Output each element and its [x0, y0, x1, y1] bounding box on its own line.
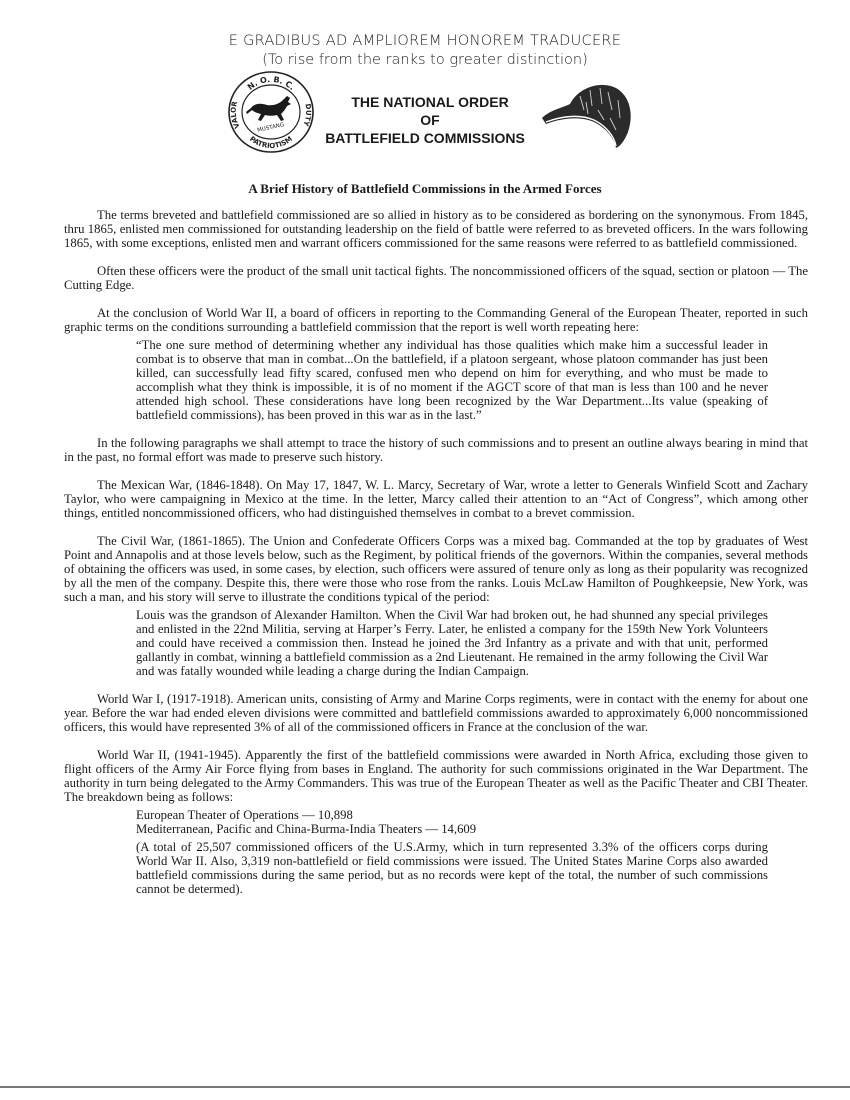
seal-right-text: DUTY	[301, 103, 313, 128]
quote-louis-hamilton: Louis was the grandson of Alexander Hamilton. When the Civil War had broken out, he had shunned any special privileges and enlisted in the 22nd Militia, serving at Harper’s Ferry. Later, he enlisted a company for the 159th New York Volunteers and could have received a commission then. Instead he joined the 3rd Infantry as a private and with that unit, performed gallantly in combat, winning a battlefield commission as a 2nd Lieutenant. He remained in the army following the Civil War and was fatally wounded while leading a charge during the Indian Campaign.	[136, 608, 768, 678]
document-title: A Brief History of Battlefield Commissions in the Armed Forces	[248, 181, 602, 196]
seal-inner-text: MUSTANG	[256, 122, 285, 134]
seal-top-text: N. O. B. C.	[245, 74, 297, 92]
page-bottom-rule	[0, 1086, 850, 1088]
paragraph-cutting-edge: Often these officers were the product of the small unit tactical fights. The noncommissioned officers of the squad, section or platoon — The Cutting Edge.	[64, 264, 808, 292]
motto-latin: E GRADIBUS AD AMPLIOREM HONOREM TRADUCERE	[228, 33, 622, 49]
paragraph-wwii: World War II, (1941-1945). Apparently the first of the battlefield commissions were awarded in North Africa, excluding those given to flight officers of the Army Air Force flying from bases in England. The authority for such commissions originated in the War Department. The authority in turn being delegated to the Army Commanders. This was true of the European Theater as well as the Pacific Theater and CBI Theater. The breakdown being as follows:	[64, 748, 808, 804]
breakdown-item: European Theater of Operations — 10,898	[136, 808, 353, 822]
org-title-line-1: THE NATIONAL ORDER	[351, 94, 509, 110]
paragraph-mexican-war: The Mexican War, (1846-1848). On May 17, 1847, W. L. Marcy, Secretary of War, wrote a letter to Generals Winfield Scott and Zachary Taylor, who were campaigning in Mexico at the time. In the letter, Marcy called their attention to an “Act of Congress”, which among other things, entitled noncommissioned officers, who had distinguished themselves in combat to a brevet commission.	[64, 478, 808, 520]
seal-left-text: VALOR	[229, 100, 242, 130]
helmet-icon	[540, 80, 635, 150]
org-title-line-2: OF	[420, 112, 440, 128]
breakdown-list	[136, 808, 768, 896]
paragraph-wwi: World War I, (1917-1918). American units, consisting of Army and Marine Corps regiments, were in contact with the enemy for about one year. Before the war had ended eleven divisions were committed and battlefield commissions awarded to approximately 6,000 noncommissioned officers, this would have represented 3% of all of the commissioned officers in France at the conclusion of the war.	[64, 692, 808, 734]
org-title-line-3: BATTLEFIELD COMMISSIONS	[325, 130, 525, 146]
motto-translation: (To rise from the ranks to greater distinction)	[262, 52, 588, 68]
paragraph-civil-war: The Civil War, (1861-1865). The Union and Confederate Officers Corps was a mixed bag. Commanded at the top by graduates of West Point and Annapolis and at those levels below, such as the Regiment, by political friends of the governors. Within the companies, several methods of obtaining the officers was used, in some cases, by election, such officers were assured of tenure only as long as their popularity was recognized by all the men of the company. Despite this, there were those who rose from the ranks. Louis McLaw Hamilton of Poughkeepsie, New York, was such a man, and his story will serve to illustrate the conditions typical of the period:	[64, 534, 808, 604]
horse-icon	[246, 96, 291, 121]
svg-text:PATRIOTISM	[248, 135, 294, 150]
svg-text:N. O. B. C.	[246, 75, 297, 92]
document-body	[64, 208, 808, 896]
paragraph-wwii-board: At the conclusion of World War II, a board of officers in reporting to the Commanding General of the European Theater, reported in such graphic terms on the conditions surrounding a battlefield commission that the report is well worth repeating here:	[64, 306, 808, 334]
seal-bottom-text: PATRIOTISM	[248, 134, 294, 151]
paragraph-synonymous: The terms breveted and battlefield commissioned are so allied in history as to be considered as bordering on the synonymous. From 1845, thru 1865, enlisted men commissioned for outstanding leadership on the field of battle were referred to as breveted officers. In the wars following 1865, with some exceptions, enlisted men and warrant officers commissioned for the same reasons were referred to as battlefield commissioned.	[64, 208, 808, 250]
quote-board-report: “The one sure method of determining whether any individual has those qualities which make him a successful leader in combat is to observe that man in combat...On the battlefield, if a platoon sergeant, whose platoon commander has just been killed, can successfully lead fifty scared, confused men who depend on him for everything, and who must be made to accomplish what they think is impossible, it is of no moment if the AGCT score of that man is less than 100 and he never attended high school. These considerations have long been recognized by the War Department...Its value (speaking of battlefield commissions), has been proved in this war as in the last.”	[136, 338, 768, 422]
breakdown-item: Mediterranean, Pacific and China-Burma-India Theaters — 14,609	[136, 822, 477, 836]
breakdown-note: (A total of 25,507 commissioned officers of the U.S.Army, which in turn represented 3.3% of the officers corps during World War II. Also, 3,319 non-battlefield or field commissions were issued. The United States Marine Corps also awarded battlefield commissions during the same period, but as no records were kept of the total, the number of such commissions cannot be determed).	[136, 840, 768, 896]
paragraph-outline: In the following paragraphs we shall attempt to trace the history of such commissions and to present an outline always bearing in mind that in the past, no formal effort was made to preserve such history.	[64, 436, 808, 464]
